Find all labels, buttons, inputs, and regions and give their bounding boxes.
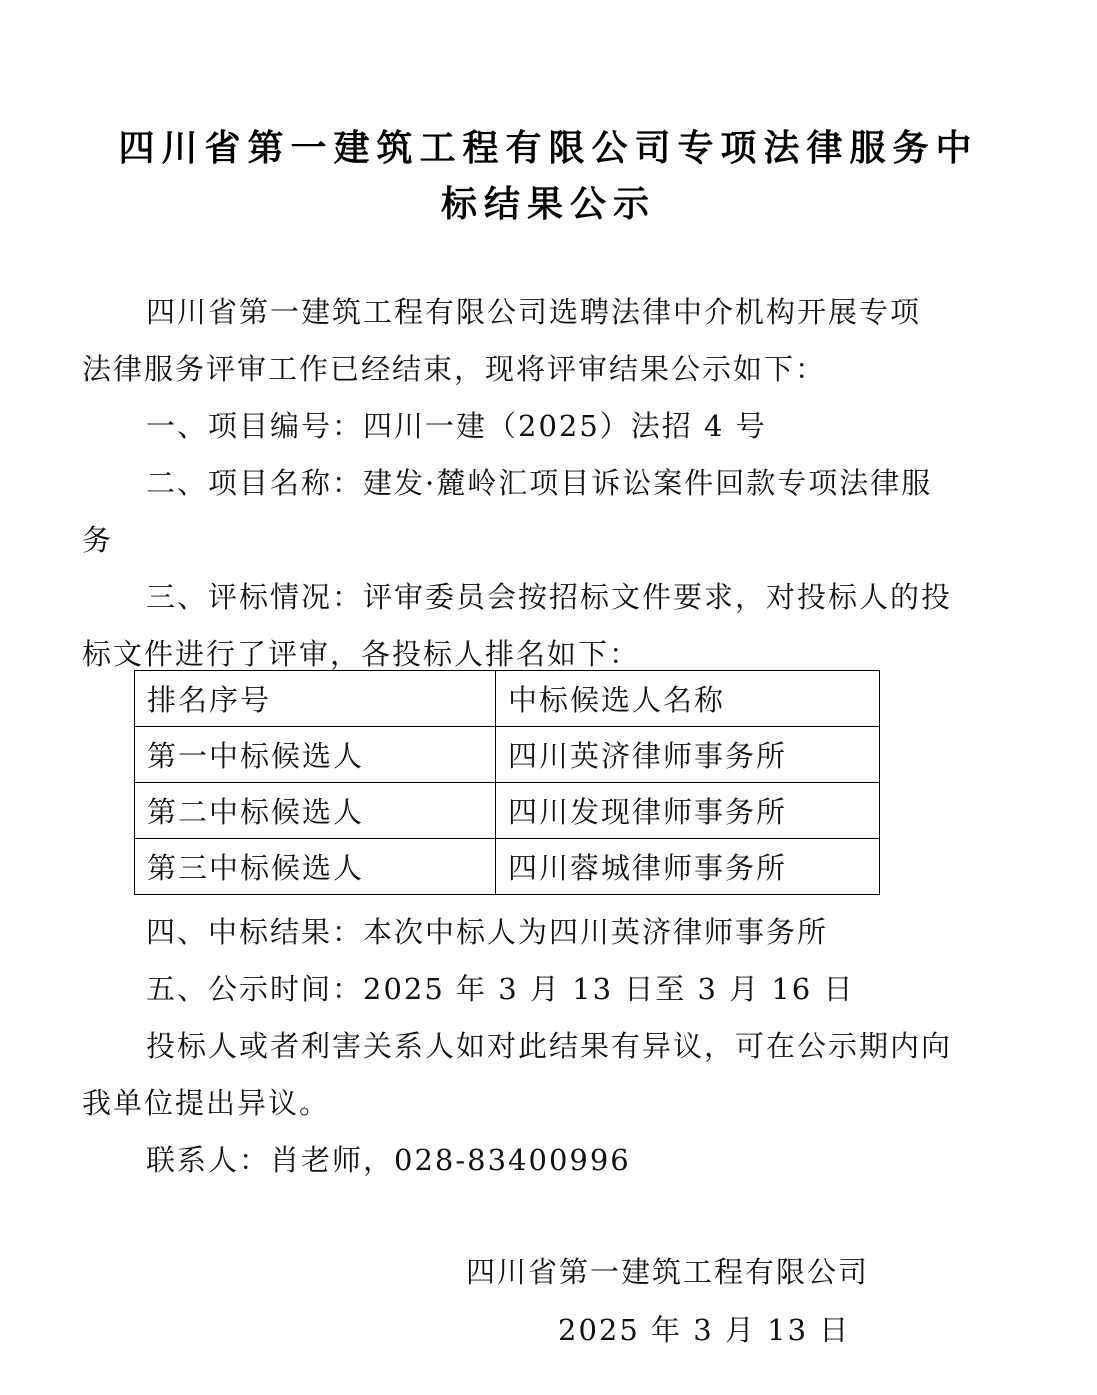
table-header-candidate: 中标候选人名称 — [496, 671, 880, 727]
document-title-line-1: 四川省第一建筑工程有限公司专项法律服务中 — [118, 128, 979, 169]
table-cell-rank: 第一中标候选人 — [135, 727, 496, 783]
winning-result: 四、中标结果：本次中标人为四川英济律师事务所 — [146, 915, 829, 949]
signature-date: 2025 年 3 月 13 日 — [558, 1313, 851, 1347]
document-title-line-2: 标结果公示 — [440, 184, 656, 225]
project-number: 一、项目编号：四川一建（2025）法招 4 号 — [146, 409, 767, 443]
publicity-period: 五、公示时间：2025 年 3 月 13 日至 3 月 16 日 — [146, 972, 855, 1006]
table-header-rank: 排名序号 — [135, 671, 496, 727]
ranking-table — [134, 670, 880, 895]
table-row — [135, 727, 880, 783]
intro-paragraph-line-2: 法律服务评审工作已经结束，现将评审结果公示如下： — [82, 352, 827, 386]
table-cell-rank: 第二中标候选人 — [135, 783, 496, 839]
evaluation-line-1: 三、评标情况：评审委员会按招标文件要求，对投标人的投 — [146, 580, 953, 614]
intro-paragraph-line-1: 四川省第一建筑工程有限公司选聘法律中介机构开展专项 — [146, 295, 922, 329]
project-name-line-2: 务 — [82, 523, 114, 557]
table-cell-rank: 第三中标候选人 — [135, 839, 496, 895]
contact-info: 联系人：肖老师，028-83400996 — [146, 1143, 631, 1177]
table-row — [135, 783, 880, 839]
table-cell-candidate: 四川英济律师事务所 — [496, 727, 880, 783]
objection-line-1: 投标人或者利害关系人如对此结果有异议，可在公示期内向 — [146, 1029, 953, 1063]
project-name-line-1: 二、项目名称：建发·麓岭汇项目诉讼案件回款专项法律服 — [146, 466, 933, 500]
table-header-row — [135, 671, 880, 727]
objection-line-2: 我单位提出异议。 — [82, 1086, 331, 1120]
table-row — [135, 839, 880, 895]
table-cell-candidate: 四川蓉城律师事务所 — [496, 839, 880, 895]
table-cell-candidate: 四川发现律师事务所 — [496, 783, 880, 839]
evaluation-line-2: 标文件进行了评审，各投标人排名如下： — [82, 637, 641, 671]
signature-company: 四川省第一建筑工程有限公司 — [466, 1255, 870, 1289]
